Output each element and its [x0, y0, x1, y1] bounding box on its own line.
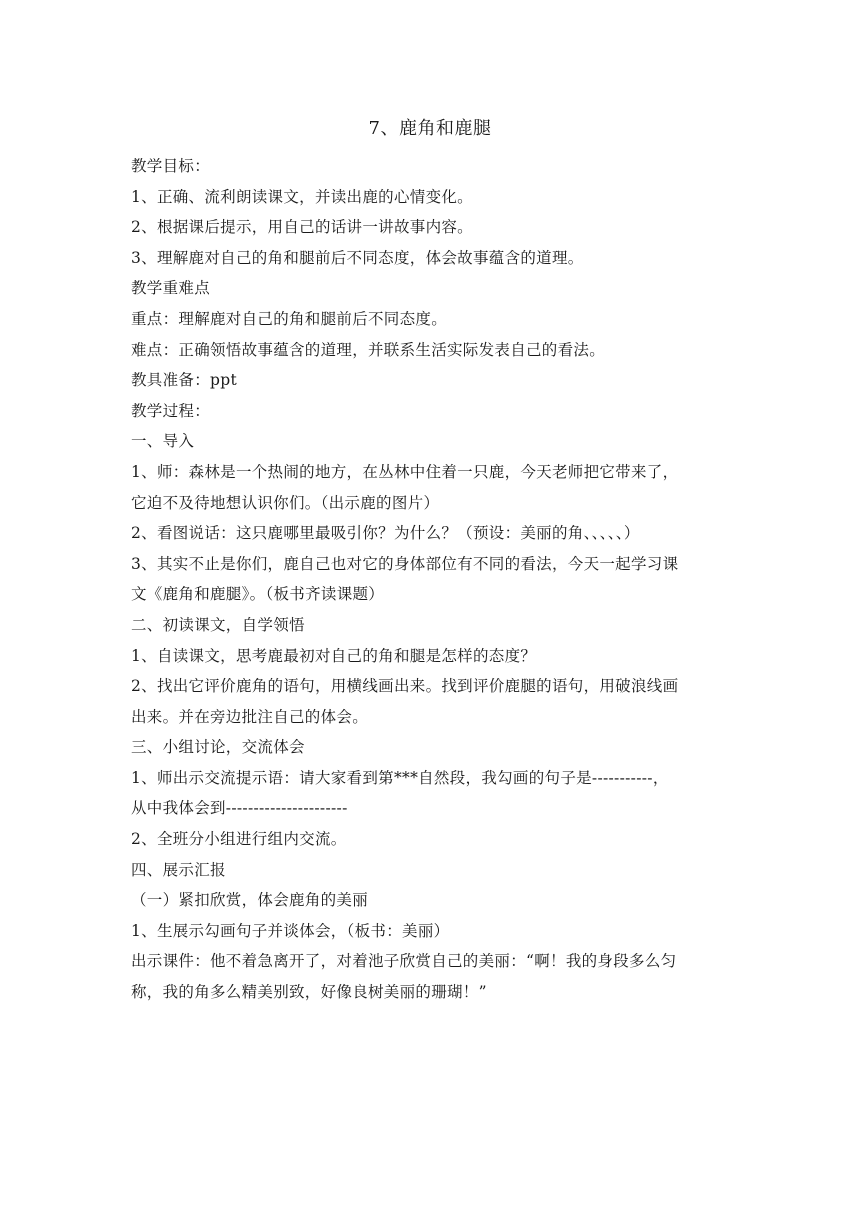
- paragraph-line: 从中我体会到----------------------: [131, 799, 348, 818]
- sub-heading: （一）紧扣欣赏，体会鹿角的美丽: [131, 891, 369, 910]
- paragraph-line: 2、全班分小组进行组内交流。: [131, 830, 347, 849]
- paragraph-line: 2、找出它评价鹿角的语句，用横线画出来。找到评价鹿腿的语句，用破浪线画: [131, 677, 679, 696]
- step-heading-discussion: 三、小组讨论，交流体会: [131, 738, 305, 757]
- section-heading-goals: 教学目标：: [131, 157, 211, 175]
- goal-item: 1、正确、流利朗读课文，并读出鹿的心情变化。: [131, 187, 473, 206]
- paragraph-line: 1、师出示交流提示语：请大家看到第***自然段，我勾画的句子是-----------，: [131, 768, 669, 787]
- step-heading-reading: 二、初读课文，自学领悟: [131, 615, 305, 634]
- paragraph-line: 1、自读课文，思考鹿最初对自己的角和腿是怎样的态度？: [131, 646, 537, 665]
- paragraph-line: 出来。并在旁边批注自己的体会。: [131, 707, 369, 726]
- step-heading-intro: 一、导入: [131, 432, 195, 451]
- teaching-aids: 教具准备：ppt: [131, 371, 237, 390]
- step-heading-report: 四、展示汇报: [131, 860, 226, 879]
- paragraph-line: 1、生展示勾画句子并谈体会，（板书：美丽）: [131, 921, 450, 940]
- paragraph-line: 2、看图说话：这只鹿哪里最吸引你？为什么？（预设：美丽的角、、、、、）: [131, 524, 640, 543]
- document-body: [131, 151, 731, 1008]
- difficult-point: 难点：正确领悟故事蕴含的道理，并联系生活实际发表自己的看法。: [131, 340, 606, 359]
- paragraph-line: 称，我的角多么精美别致，好像良树美丽的珊瑚！”: [131, 983, 487, 1002]
- paragraph-line: 文《鹿角和鹿腿》。（板书齐读课题）: [131, 585, 385, 604]
- paragraph-line: 1、师：森林是一个热闹的地方，在丛林中住着一只鹿，今天老师把它带来了，: [131, 462, 679, 481]
- section-heading-process: 教学过程：: [131, 401, 211, 420]
- paragraph-line: 3、其实不止是你们，鹿自己也对它的身体部位有不同的看法，今天一起学习课: [131, 554, 679, 573]
- goal-item: 3、理解鹿对自己的角和腿前后不同态度，体会故事蕴含的道理。: [131, 248, 584, 267]
- paragraph-line: 它迫不及待地想认识你们。（出示鹿的图片）: [131, 493, 440, 512]
- section-heading-key-points: 教学重难点: [131, 279, 211, 298]
- goal-item: 2、根据课后提示，用自己的话讲一讲故事内容。: [131, 218, 473, 237]
- paragraph-line: 出示课件：他不着急离开了，对着池子欣赏自己的美丽：“啊！我的身段多么匀: [131, 952, 677, 971]
- document-title: 7、鹿角和鹿腿: [368, 118, 492, 139]
- key-point: 重点：理解鹿对自己的角和腿前后不同态度。: [131, 309, 448, 328]
